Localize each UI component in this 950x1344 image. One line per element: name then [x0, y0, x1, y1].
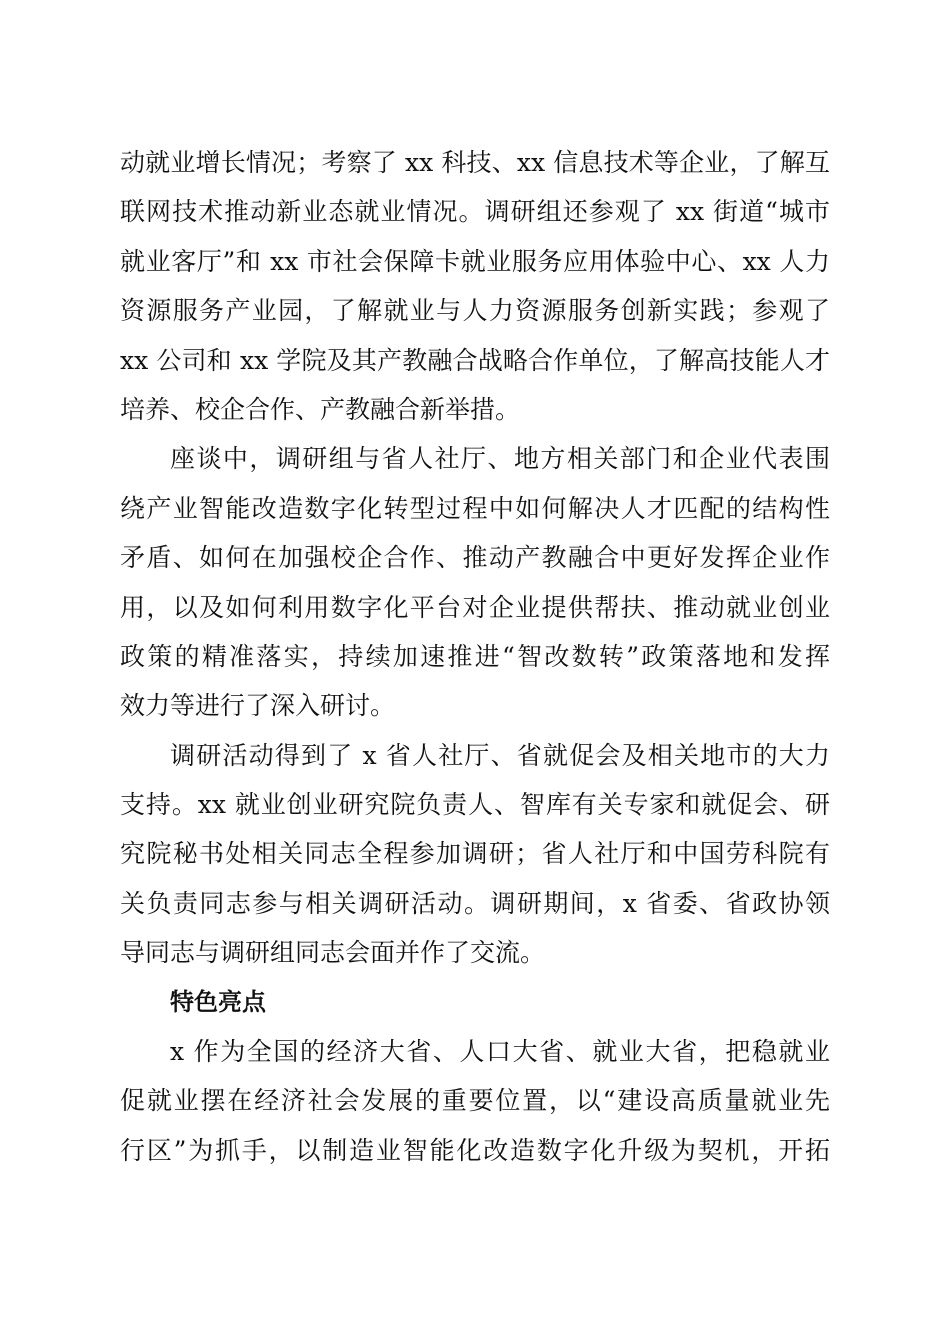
paragraph-line: 效力等进行了深入研讨。: [120, 691, 396, 721]
paragraph-line: 矛盾、如何在加强校企合作、推动产教融合中更好发挥企业作: [120, 543, 830, 573]
paragraph-line: 导同志与调研组同志会面并作了交流。: [120, 938, 546, 968]
paragraph-line: 支持。xx 就业创业研究院负责人、智库有关专家和就促会、研: [120, 790, 830, 820]
paragraph-line: 政策的精准落实，持续加速推进“智改数转”政策落地和发挥: [120, 641, 830, 671]
paragraph-line: 联网技术推动新业态就业情况。调研组还参观了 xx 街道“城市: [120, 197, 830, 227]
paragraph-2: [120, 434, 830, 730]
paragraph-line: 绕产业智能改造数字化转型过程中如何解决人才匹配的结构性: [120, 493, 830, 523]
document-body: [120, 138, 830, 1175]
paragraph-line: 行区”为抓手，以制造业智能化改造数字化升级为契机，开拓: [120, 1135, 830, 1165]
paragraph-3: [120, 731, 830, 978]
paragraph-line: 促就业摆在经济社会发展的重要位置，以“建设高质量就业先: [120, 1086, 830, 1116]
paragraph-line: 关负责同志参与相关调研活动。调研期间，x 省委、省政协领: [120, 888, 830, 918]
paragraph-1: [120, 138, 830, 434]
section-heading: 特色亮点: [170, 987, 266, 1016]
paragraph-line: 就业客厅”和 xx 市社会保障卡就业服务应用体验中心、xx 人力: [120, 246, 830, 276]
paragraph-line: 资源服务产业园，了解就业与人力资源服务创新实践；参观了: [120, 296, 830, 326]
paragraph-line: 座谈中，调研组与省人社厅、地方相关部门和企业代表围: [170, 444, 830, 474]
paragraph-line: 培养、校企合作、产教融合新举措。: [120, 394, 521, 424]
paragraph-line: xx 公司和 xx 学院及其产教融合战略合作单位，了解高技能人才: [120, 345, 830, 375]
paragraph-line: 究院秘书处相关同志全程参加调研；省人社厅和中国劳科院有: [120, 839, 830, 869]
paragraph-line: 调研活动得到了 x 省人社厅、省就促会及相关地市的大力: [170, 740, 830, 770]
paragraph-line: 动就业增长情况；考察了 xx 科技、xx 信息技术等企业，了解互: [120, 148, 830, 177]
section-paragraph: [120, 1027, 830, 1175]
paragraph-line: 用，以及如何利用数字化平台对企业提供帮扶、推动就业创业: [120, 592, 830, 622]
paragraph-line: x 作为全国的经济大省、人口大省、就业大省，把稳就业: [170, 1037, 830, 1067]
